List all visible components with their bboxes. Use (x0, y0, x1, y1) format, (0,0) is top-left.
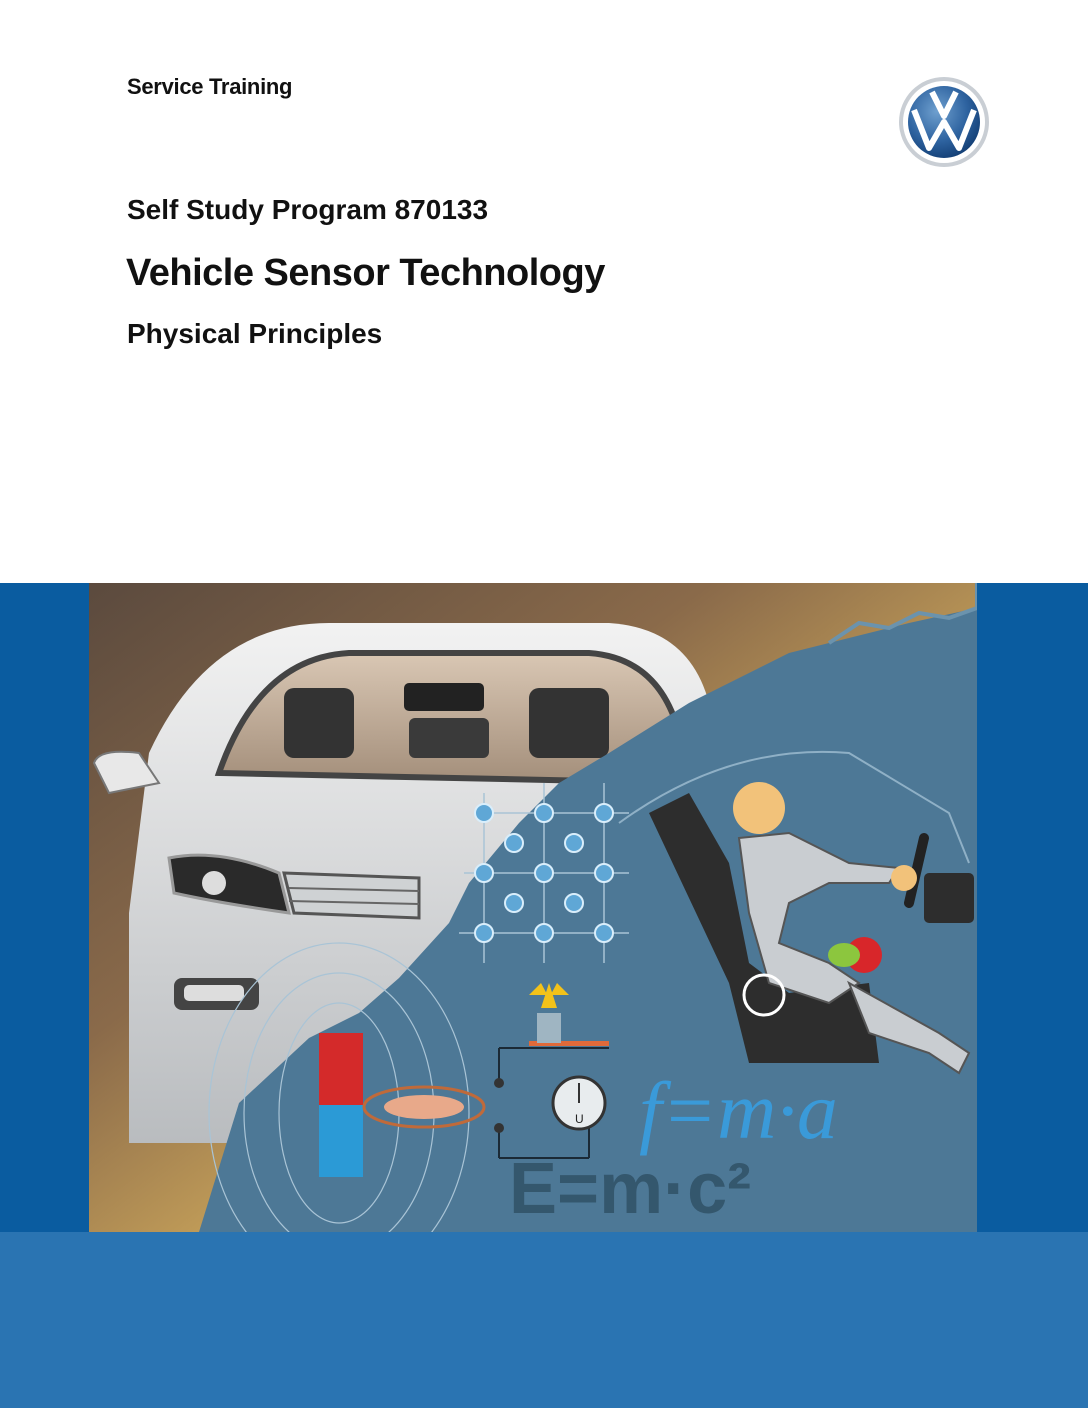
formula-einstein: E=m·c² (509, 1149, 752, 1229)
service-training-label: Service Training (127, 74, 293, 99)
formula-newton: f=m·a (639, 1065, 838, 1156)
bottom-blue-band (0, 1232, 1088, 1408)
gauge-label: U (575, 1112, 584, 1126)
vw-logo-icon (898, 76, 990, 168)
page-subtitle: Physical Principles (127, 318, 383, 349)
page-title: Vehicle Sensor Technology (126, 252, 605, 294)
cover-illustration (89, 583, 977, 1232)
program-number: Self Study Program 870133 (127, 194, 489, 225)
voltmeter-gauge (553, 1077, 605, 1129)
